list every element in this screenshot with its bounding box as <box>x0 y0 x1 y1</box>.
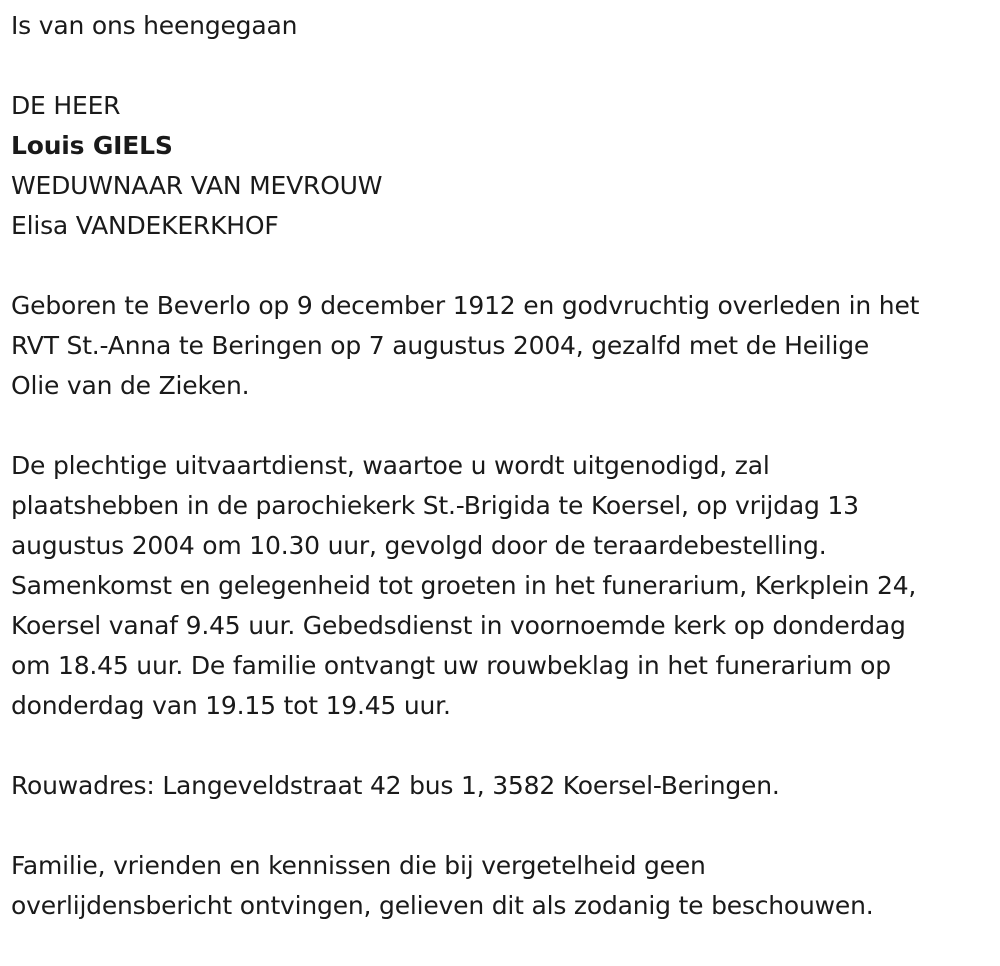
spacer <box>11 806 996 846</box>
birth-death-paragraph <box>11 286 996 406</box>
obituary-notice <box>11 6 996 926</box>
paragraph-line: augustus 2004 om 10.30 uur, gevolgd door de teraardebestelling. <box>11 531 827 560</box>
paragraph-line: om 18.45 uur. De familie ontvangt uw rouwbeklag in het funerarium op <box>11 651 891 680</box>
relation-line: WEDUWNAAR VAN MEVROUW <box>11 171 383 200</box>
title-line: DE HEER <box>11 91 121 120</box>
paragraph-line: Geboren te Beverlo op 9 december 1912 en godvruchtig overleden in het <box>11 291 920 320</box>
intro-line: Is van ons heengegaan <box>11 11 298 40</box>
paragraph-line: donderdag van 19.15 tot 19.45 uur. <box>11 691 451 720</box>
spacer <box>11 46 996 86</box>
spouse-name: Elisa VANDEKERKHOF <box>11 211 279 240</box>
paragraph-line: Samenkomst en gelegenheid tot groeten in het funerarium, Kerkplein 24, <box>11 571 917 600</box>
spacer <box>11 246 996 286</box>
paragraph-line: Koersel vanaf 9.45 uur. Gebedsdienst in voornoemde kerk op donderdag <box>11 611 906 640</box>
paragraph-line: RVT St.-Anna te Beringen op 7 augustus 2004, gezalfd met de Heilige <box>11 331 870 360</box>
closing-paragraph <box>11 846 996 926</box>
paragraph-line: Familie, vrienden en kennissen die bij vergetelheid geen <box>11 851 706 880</box>
spacer <box>11 406 996 446</box>
paragraph-line: De plechtige uitvaartdienst, waartoe u wordt uitgenodigd, zal <box>11 451 770 480</box>
spacer <box>11 726 996 766</box>
paragraph-line: plaatshebben in de parochiekerk St.-Brigida te Koersel, op vrijdag 13 <box>11 491 859 520</box>
service-paragraph <box>11 446 996 726</box>
deceased-name: Louis GIELS <box>11 131 173 160</box>
paragraph-line: Olie van de Zieken. <box>11 371 250 400</box>
paragraph-line: overlijdensbericht ontvingen, gelieven dit als zodanig te beschouwen. <box>11 891 874 920</box>
mourning-address: Rouwadres: Langeveldstraat 42 bus 1, 3582 Koersel-Beringen. <box>11 771 780 800</box>
